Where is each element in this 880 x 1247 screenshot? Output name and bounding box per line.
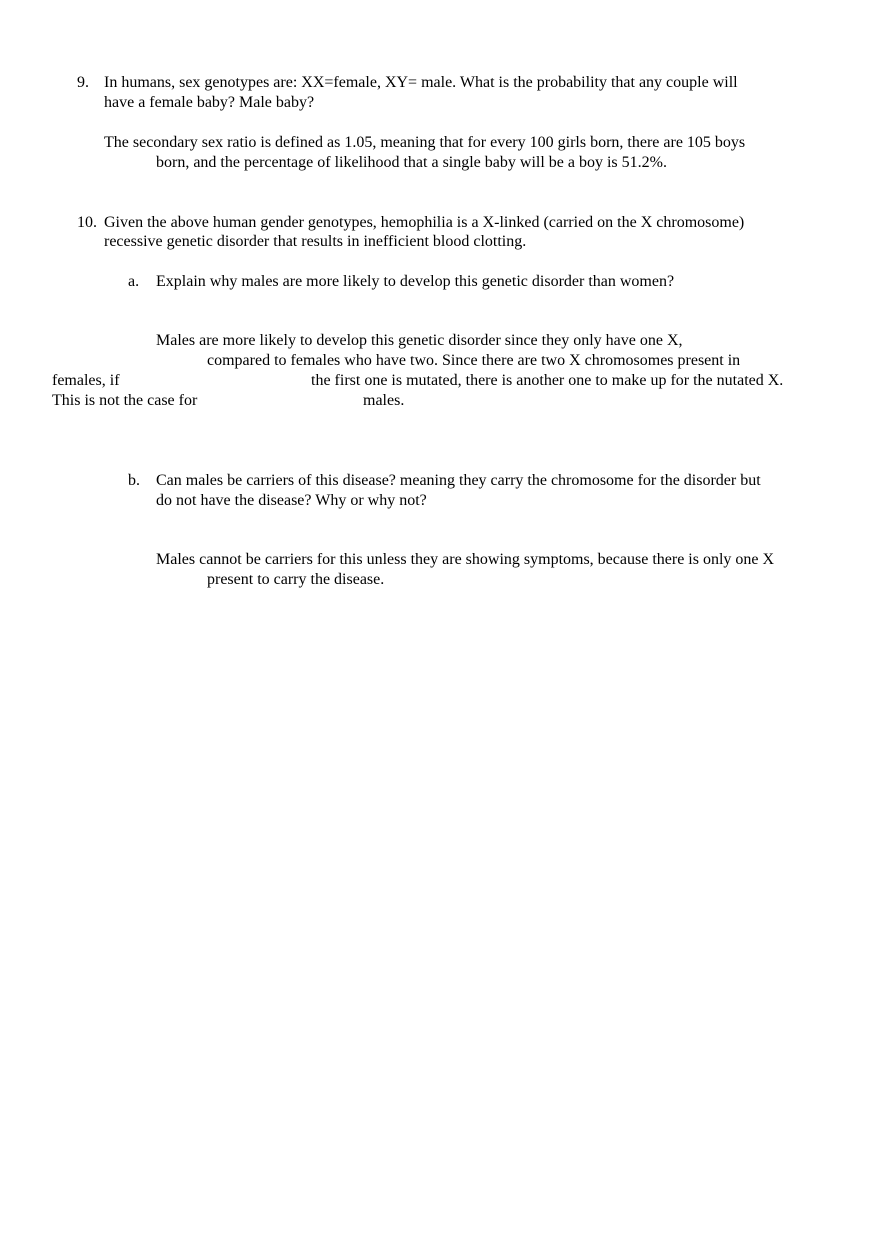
q10a-answer-seg6: males. (363, 392, 405, 409)
q9-prompt-line2: have a female baby? Male baby? (104, 94, 315, 111)
q10b-prompt-line1: Can males be carriers of this disease? meaning they carry the chromosome for the disorder but (156, 472, 761, 489)
q10-prompt-line1: Given the above human gender genotypes, hemophilia is a X-linked (carried on the X chromosome) (104, 214, 745, 231)
q9-answer-line2: born, and the percentage of likelihood that a single baby will be a boy is 51.2%. (156, 154, 667, 171)
q10b-prompt-line2: do not have the disease? Why or why not? (156, 492, 427, 509)
q10-number: 10. (77, 214, 97, 231)
q10a-answer-seg3: females, if (52, 372, 120, 389)
q10-prompt-line2: recessive genetic disorder that results in inefficient blood clotting. (104, 233, 527, 250)
q9-answer-line1: The secondary sex ratio is defined as 1.05, meaning that for every 100 girls born, there are 105 boys (104, 134, 746, 151)
q9-prompt-line1: In humans, sex genotypes are: XX=female, XY= male. What is the probability that any couple will (104, 74, 738, 91)
q10a-answer-seg2: compared to females who have two. Since there are two X chromosomes present in (207, 352, 741, 369)
q9-number: 9. (77, 74, 89, 91)
q10b-answer-line2: present to carry the disease. (207, 571, 385, 588)
q10a-answer-seg4: the first one is mutated, there is another one to make up for the nutated X. (311, 372, 784, 389)
q10b-letter: b. (128, 472, 140, 489)
q10a-letter: a. (128, 273, 140, 290)
q10a-answer-seg5: This is not the case for (52, 392, 198, 409)
q10a-prompt: Explain why males are more likely to develop this genetic disorder than women? (156, 273, 675, 290)
q10a-answer-seg1: Males are more likely to develop this genetic disorder since they only have one X, (156, 332, 683, 349)
q10b-answer-line1: Males cannot be carriers for this unless they are showing symptoms, because there is only one X (156, 551, 775, 568)
